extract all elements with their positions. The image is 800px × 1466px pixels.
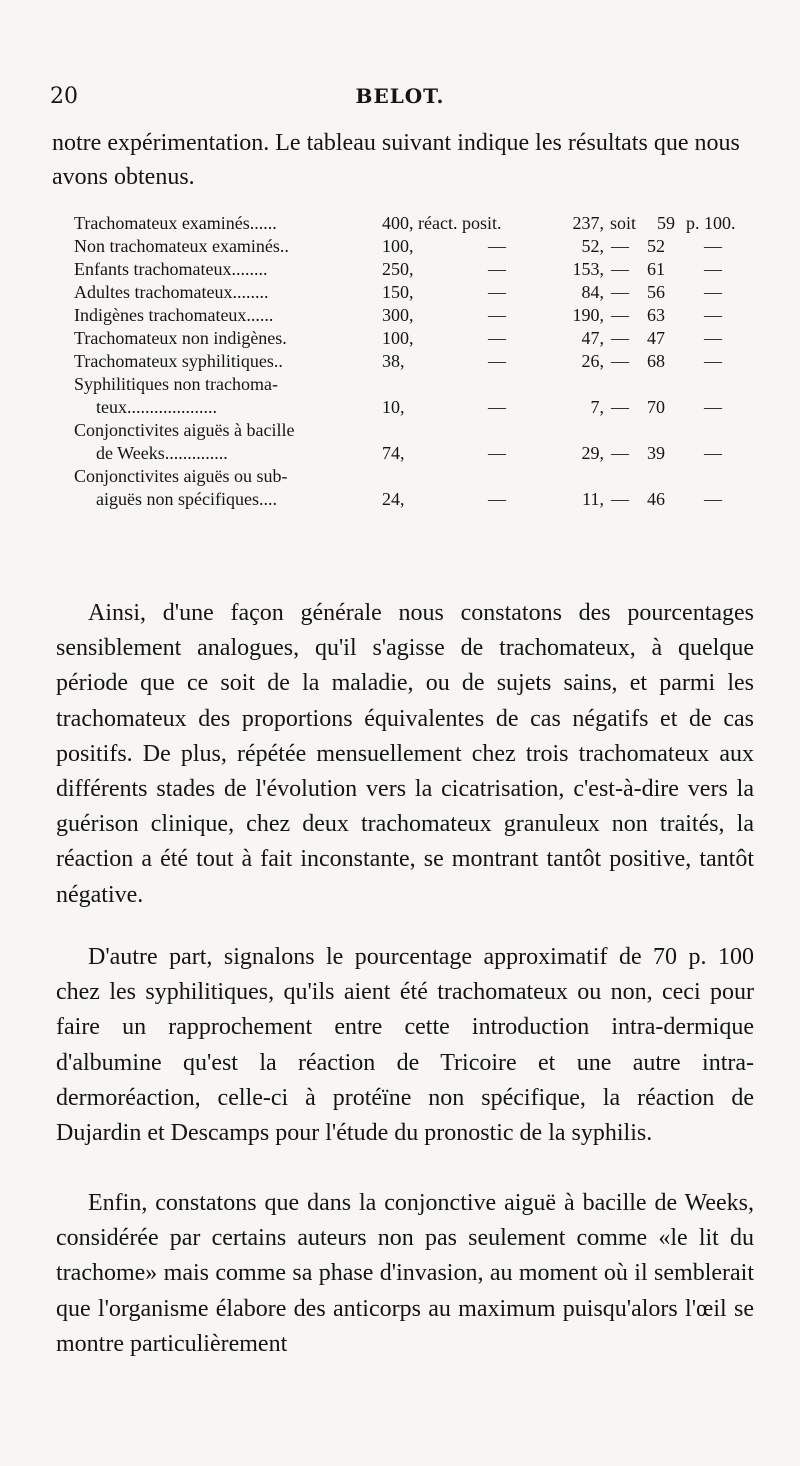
row-label-line2: de Weeks.............. xyxy=(96,443,228,463)
ditto-mark: — xyxy=(488,259,506,279)
running-head: BELOT. xyxy=(355,84,445,108)
ditto-mark: — xyxy=(488,236,506,256)
row-percent: 46 xyxy=(647,489,665,509)
ditto-mark: — xyxy=(611,328,629,348)
row-percent: 68 xyxy=(647,351,665,371)
row-label xyxy=(74,373,364,419)
ditto-mark: — xyxy=(488,282,506,302)
ditto-mark: — xyxy=(704,236,722,256)
row-count: 250, xyxy=(382,259,414,279)
ditto-mark: — xyxy=(611,236,629,256)
table-row xyxy=(74,212,754,235)
row-positive: 29, xyxy=(581,443,604,463)
table-row xyxy=(74,373,754,419)
row-positive: 153, xyxy=(572,259,604,279)
ditto-mark: — xyxy=(704,443,722,463)
ditto-mark: — xyxy=(611,351,629,371)
ditto-mark: — xyxy=(611,305,629,325)
row-count: 150, xyxy=(382,282,414,302)
page-header xyxy=(50,84,750,114)
row-label: Enfants trachomateux........ xyxy=(74,259,268,279)
row-label: Trachomateux non indigènes. xyxy=(74,328,287,348)
row-count: 74, xyxy=(382,443,405,463)
ditto-mark: — xyxy=(704,259,722,279)
ditto-mark: — xyxy=(611,489,629,509)
table-row xyxy=(74,258,754,281)
row-label-line1: Conjonctivites aiguës ou sub- xyxy=(74,466,288,486)
row-label: Trachomateux syphilitiques.. xyxy=(74,351,283,371)
row-count: 10, xyxy=(382,397,405,417)
row-positive: 84, xyxy=(581,282,604,302)
row-label: Indigènes trachomateux...... xyxy=(74,305,274,325)
row-label-line2: aiguës non spécifiques.... xyxy=(96,489,277,509)
row-label xyxy=(74,465,364,511)
row-percent: 63 xyxy=(647,305,665,325)
row-label: Non trachomateux examinés.. xyxy=(74,236,289,256)
table-row xyxy=(74,235,754,258)
ditto-mark: — xyxy=(611,259,629,279)
table-row xyxy=(74,350,754,373)
page-number: 20 xyxy=(50,84,78,109)
ditto-mark: — xyxy=(488,305,506,325)
row-count: 38, xyxy=(382,351,405,371)
ditto-mark: — xyxy=(704,397,722,417)
row-percent: 47 xyxy=(647,328,665,348)
row-percent: 59 xyxy=(657,213,675,233)
row-count: 100, xyxy=(382,236,414,256)
ditto-mark: — xyxy=(488,489,506,509)
paragraph-conclusion: Ainsi, d'une façon générale nous constatons des pourcentages sensiblement analogues, qu'il s'agisse de trachomateux, à quelque période que ce soit de la maladie, ou de sujets sains, et parmi les trachomateux des proportions équivalentes de cas négatifs et de cas positifs. De plus, répétée mensuellement chez trois trachomateux aux différents stades de l'évolution vers la cicatrisation, c'est-à-dire vers la guérison clinique, chez deux trachomateux granuleux non traités, la réaction a été tout à fait inconstante, se montrant tantôt positive, tantôt négative. xyxy=(56,600,754,908)
row-count: 24, xyxy=(382,489,405,509)
row-positive: 47, xyxy=(581,328,604,348)
row-count: 100, xyxy=(382,328,414,348)
row-label-line2: teux.................... xyxy=(96,397,217,417)
ditto-mark: — xyxy=(488,397,506,417)
table-row xyxy=(74,327,754,350)
row-positive: 11, xyxy=(582,489,604,509)
ditto-mark: — xyxy=(611,397,629,417)
ditto-mark: — xyxy=(488,443,506,463)
table-row xyxy=(74,419,754,465)
row-percent: 56 xyxy=(647,282,665,302)
ditto-mark: — xyxy=(488,351,506,371)
row-count: 400, réact. posit. xyxy=(382,213,502,233)
row-positive: 26, xyxy=(581,351,604,371)
table-row xyxy=(74,281,754,304)
ditto-mark: — xyxy=(704,489,722,509)
row-unit: p. 100. xyxy=(686,213,736,233)
ditto-mark: — xyxy=(611,443,629,463)
row-percent: 39 xyxy=(647,443,665,463)
row-label: Adultes trachomateux........ xyxy=(74,282,269,302)
row-label-line1: Syphilitiques non trachoma- xyxy=(74,374,278,394)
ditto-mark: — xyxy=(704,351,722,371)
row-soit: soit xyxy=(609,213,636,233)
row-positive: 7, xyxy=(590,397,604,417)
row-positive: 190, xyxy=(572,305,604,325)
table-row xyxy=(74,304,754,327)
ditto-mark: — xyxy=(704,305,722,325)
row-label xyxy=(74,419,364,465)
row-positive: 237, xyxy=(572,213,604,233)
table-row xyxy=(74,465,754,511)
paragraph-syphilis: D'autre part, signalons le pourcentage approximatif de 70 p. 100 chez les syphilitiques, qu'ils aient été trachomateux ou non, ceci pour faire un rapprochement entre cette introduction intra-dermique d'albumine qu'est la réaction de Tricoire et une autre intra-dermoréaction, celle-ci à protéïne non spécifique, la réaction de Dujardin et Descamps pour l'étude du pronostic de la syphilis. xyxy=(56,944,754,1147)
row-label-line1: Conjonctivites aiguës à bacille xyxy=(74,420,295,440)
ditto-mark: — xyxy=(704,282,722,302)
ditto-mark: — xyxy=(488,328,506,348)
row-label: Trachomateux examinés...... xyxy=(74,213,277,233)
row-percent: 70 xyxy=(647,397,665,417)
row-percent: 61 xyxy=(647,259,665,279)
row-percent: 52 xyxy=(647,236,665,256)
ditto-mark: — xyxy=(704,328,722,348)
intro-paragraph: notre expérimentation. Le tableau suivant indique les résultats que nous avons obtenus. xyxy=(52,130,740,190)
results-table xyxy=(74,212,754,511)
row-count: 300, xyxy=(382,305,414,325)
row-positive: 52, xyxy=(581,236,604,256)
ditto-mark: — xyxy=(611,282,629,302)
paragraph-weeks: Enfin, constatons que dans la conjonctive aiguë à bacille de Weeks, considérée par certains auteurs non pas seulement comme «le lit du trachome» mais comme sa phase d'invasion, au moment où il semblerait que l'organisme élabore des anticorps au maximum puisqu'alors l'œil se montre particulièrement xyxy=(56,1190,754,1357)
